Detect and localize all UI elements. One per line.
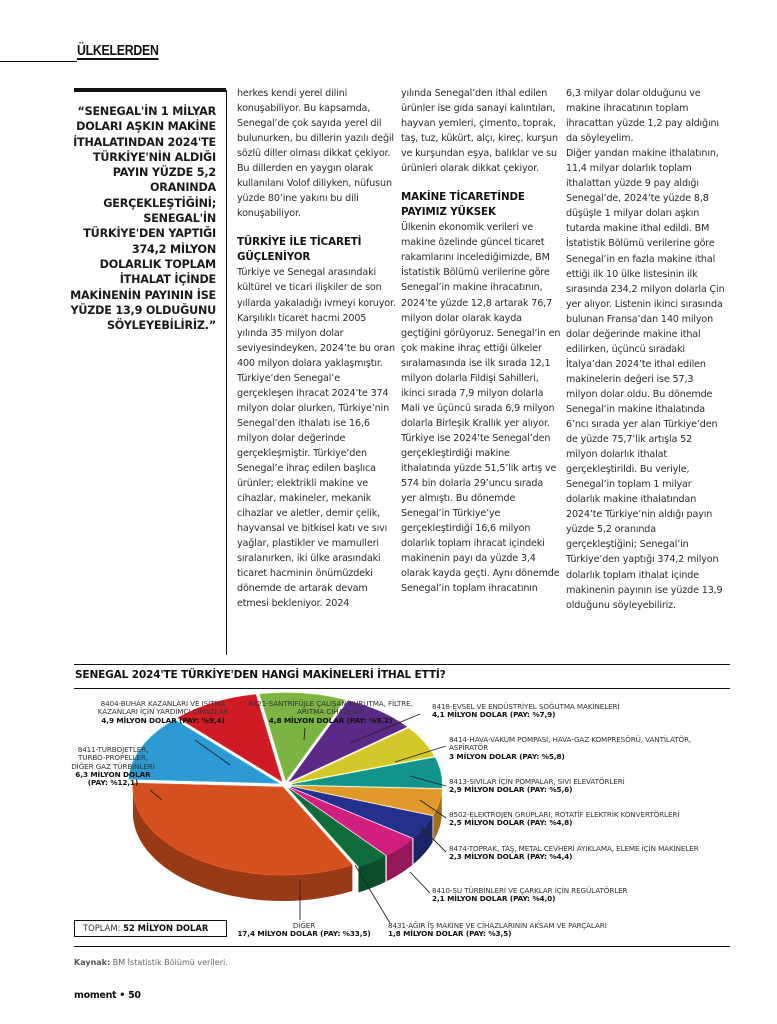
brand-logo: moment <box>74 990 117 1001</box>
source-label: Kaynak: <box>74 958 111 967</box>
chart-label-8413: 8413-SIVILAR İÇİN POMPALAR, SIVI ELEVATÖRLERİ 2,9 MİLYON DOLAR (PAY: %5,6) <box>449 777 625 795</box>
total-value: 52 MİLYON DOLAR <box>123 923 209 933</box>
subheading: MAKİNE TİCARETİNDE PAYIMIZ YÜKSEK <box>401 191 525 219</box>
chart-label-8421: 8421-SANTRİFÜJLE ÇALIŞAN KURUTMA, FİLTRE, ARITMA CİHAZLARI 4,8 MİLYON DOLAR (PAY: %9,2) <box>248 699 413 725</box>
chart-total-box <box>74 920 227 937</box>
separator: • <box>119 990 126 1001</box>
section-label: ÜLKELERDEN <box>77 42 159 59</box>
paragraph: Türkiye ve Senegal arasındaki kültürel ve ticari ilişkiler de son yıllarda yakaladığı ivmeyi koruyor. Karşılıklı ticaret hacmi 2005 yılında 35 milyon dolar seviyesindeyken, 2024’te bu oran 400 milyon dolara yaklaşmıştır. Türkiye’den Senegal’e gerçekleşen ihracat 2024’te 374 milyon dolar olurken, Türkiye’nin Senegal’den ithalatı ise 16,6 milyon dolar değerinde gerçekleşmiştir. Türkiye’den Senegal’e ihraç edilen başlıca ürünler; elektrikli makine ve cihazlar, makineler, mekanik cihazlar ve aletler, demir çelik, hayvansal ve bitkisel katı ve sıvı yağlar, plastikler ve mamulleri sıralanırken, iki ülke arasındaki ticaret hacminin önümüzdeki dönemde de artarak devam etmesi bekleniyor. 2024 <box>237 267 396 610</box>
paragraph: Ülkenin ekonomik verileri ve makine özelinde güncel ticaret rakamlarını incelediğimizde, BM İstatistik Bölümü verilerine göre Senegal’in makine ihracatının, 2024’te yüzde 12,8 artarak 76,7 milyon dolar olarak kayda geçtiğini görüyoruz. Senegal’in en çok makine ihraç ettiği ülkeler sıralamasında ise ilk sırada 12,1 milyon dolarla Fildişi Sahilleri, ikinci sırada 7,9 milyon dolarla Mali ve üçüncü sırada 6,9 milyon dolarla Birleşik Krallık yer alıyor. Türkiye ise 2024’te Senegal’den gerçekleştirdiği makine ithalatında yüzde 51,5’lik artış ve 574 bin dolarla 29’uncu sırada yer almıştı. Bu dönemde Senegal’in Türkiye’ye gerçekleştirdiği 16,6 milyon dolarlık toplam ihracat içindeki makinenin payı da yüzde 3,4 olarak kayda geçti. Aynı dönemde Senegal’in toplam ihracatının <box>401 222 561 595</box>
total-label: TOPLAM: <box>83 923 121 933</box>
page-number: 50 <box>128 990 141 1001</box>
paragraph: Diğer yandan makine ithalatının, 11,4 milyar dolarlık toplam ithalattan yüzde 9 pay aldığı Senegal’de, 2024’te yüzde 8,8 düşüşle 1 milyar doları aşkın tutarda makine ithal edildi. BM İstatistik Bölümü verilerine göre Senegal’in en fazla makine ithal ettiği ilk 10 ülke listesinin ilk sırasında 234,2 milyon dolarla Çin yer alıyor. Listenin ikinci sırasında bulunan Fransa’dan 140 milyon dolar değerinde makine ithal edilirken, üçüncü sıradaki İtalya’dan 2024’te ithal edilen makinelerin değeri ise 57,3 milyon dolar oldu. Bu dönemde Senegal’in makine ithalatında 6’ncı sırada yer alan Türkiye’den de yüzde 75,7’lik artışla 52 milyon dolarlık ithalat gerçekleştirildi. Bu veriyle, Senegal’in toplam 1 milyar dolarlık makine ithalatından 2024’te Türkiye’nin aldığı payın yüzde 5,2 oranında gerçekleştiğini; Senegal’in Türkiye’den yaptığı 374,2 milyon dolarlık toplam ithalat içinde makinenin payının ise yüzde 13,9 olduğunu söyleyebiliriz. <box>566 148 725 611</box>
source-text: BM İstatistik Bölümü verileri. <box>112 958 228 967</box>
chart-label-8418: 8418-EVSEL VE ENDÜSTRİYEL SOĞUTMA MAKİNELERİ 4,1 MİLYON DOLAR (PAY: %7,9) <box>432 702 620 720</box>
chart-label-8474: 8474-TOPRAK, TAŞ, METAL CEVHERİ AYIKLAMA, ELEME İÇİN MAKİNELER 2,3 MİLYON DOLAR (PAY: %4,4) <box>449 844 699 862</box>
chart-label-diger: DİĞER 17,4 MİLYON DOLAR (PAY: %33,5) <box>237 921 371 939</box>
chart-label-8411: 8411-TURBOJETLER, TURBO-PROPELLER, DİĞER GAZ TÜRBİNLERİ 6,3 MİLYON DOLAR (PAY: %12,1) <box>71 745 155 788</box>
chart-label-8431: 8431-AĞIR İŞ MAKİNE VE CİHAZLARININ AKSAM VE PARÇALARI 1,8 MİLYON DOLAR (PAY: %3,5) <box>388 921 607 939</box>
chart-rule <box>74 946 730 947</box>
source-note <box>74 958 228 967</box>
chart-label-8404: 8404-BUHAR KAZANLARI VE ISITMA KAZANLARI İÇİN YARDIMCI CİHAZLAR 4,9 MİLYON DOLAR (PAY: %9,4) <box>97 699 229 725</box>
paragraph: herkes kendi yerel dilini konuşabiliyor. Bu kapsamda, Senegal’de çok sayıda yerel dil bulunurken, bu dillerin yazılı değil sözlü diller olması dikkat çekiyor. Bu dillerden en yaygın olarak kullanılanı Volof diliyken, nüfusun yüzde 80’ine yakını bu dili konuşabiliyor. <box>237 88 394 220</box>
pull-quote: “SENEGAL'İN 1 MİLYAR DOLARI AŞKIN MAKİNE İTHALATINDAN 2024'TE TÜRKİYE'NİN ALDIĞI PAYIN YÜZDE 5,2 ORANINDA GERÇEKLEŞTİĞİNİ; SENEGAL'İN TÜRKİYE'DEN YAPTIĞI 374,2 MİLYON DOLARLIK TOPLAM İTHALAT İÇİNDE MAKİNENİN PAYININ İSE YÜZDE 13,9 OLDUĞUNU SÖYLEYEBİLİRİZ.” <box>70 105 216 333</box>
chart-label-8502: 8502-ELEKTROJEN GRUPLARI, ROTATİF ELEKTRİK KONVERTÖRLERİ 2,5 MİLYON DOLAR (PAY: %4,8) <box>449 810 680 828</box>
leader-line <box>410 872 430 893</box>
paragraph: 6,3 milyar dolar olduğunu ve makine ihracatının toplam ihracattan yüzde 1,2 pay aldığını da söyleyelim. <box>566 88 719 145</box>
paragraph: yılında Senegal’den ithal edilen ürünler ise gıda sanayi kalıntıları, hayvan yemleri, çimento, toprak, taş, tuz, kükürt, alçı, kireç, kurşun ve kurşundan eşya, balıklar ve su ürünleri olarak dikkat çekiyor. <box>401 88 558 175</box>
footer <box>74 990 141 1001</box>
chart-label-8410: 8410-SU TÜRBİNLERİ VE ÇARKLAR İÇİN REGÜLATÖRLER 2,1 MİLYON DOLAR (PAY: %4,0) <box>432 886 628 904</box>
subheading: TÜRKİYE İLE TİCARETİ GÜÇLENİYOR <box>237 236 362 264</box>
chart-title: SENEGAL 2024'TE TÜRKİYE'DEN HANGİ MAKİNELERİ İTHAL ETTİ? <box>75 669 446 681</box>
chart-label-8414: 8414-HAVA-VAKUM POMPASI, HAVA-GAZ KOMPRESÖRÜ, VANTİLATÖR, ASPİRATÖR 3 MİLYON DOLAR (PAY: %5,8) <box>449 735 692 761</box>
